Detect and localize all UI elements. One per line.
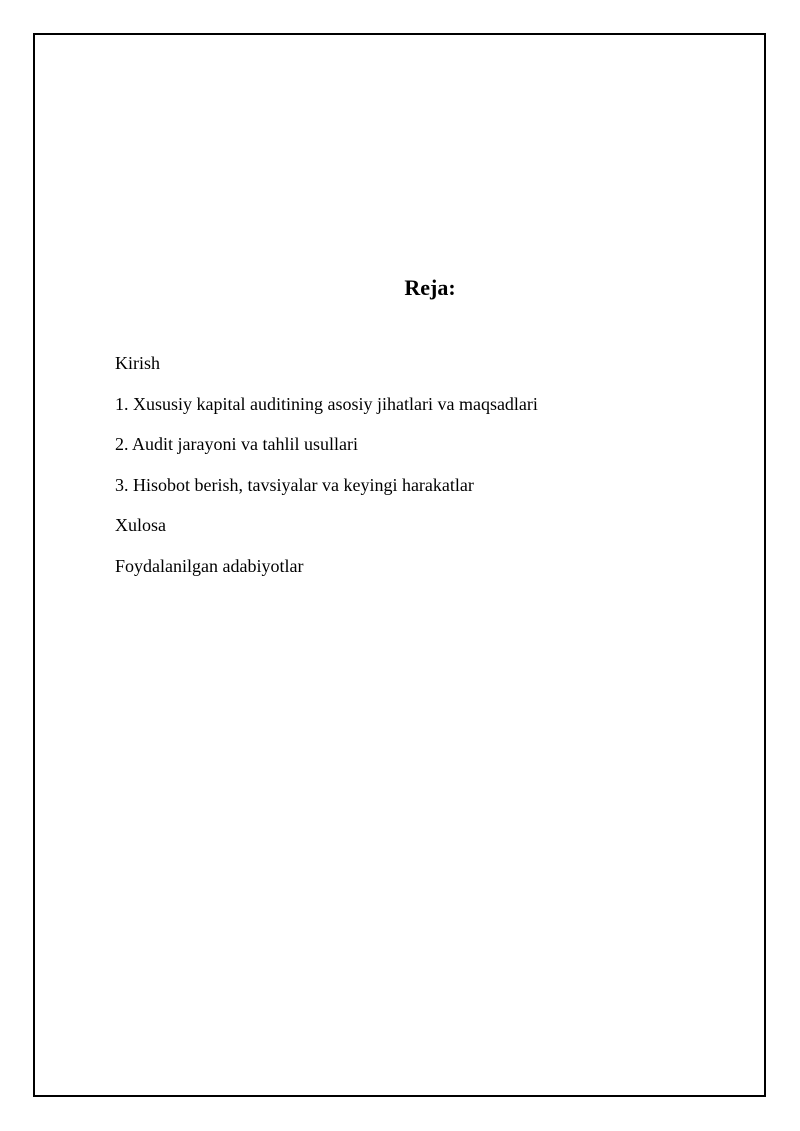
plan-item-chapter-3: 3. Hisobot berish, tavsiyalar va keyingi harakatlar	[115, 474, 474, 495]
plan-item-references: Foydalanilgan adabiyotlar	[115, 555, 304, 576]
plan-list	[115, 351, 538, 594]
plan-item-conclusion: Xulosa	[115, 515, 166, 535]
plan-item-chapter-1: 1. Xususiy kapital auditining asosiy jihatlari va maqsadlari	[115, 393, 538, 414]
plan-item-introduction: Kirish	[115, 353, 160, 373]
plan-title: Reja:	[404, 275, 456, 300]
plan-item-chapter-2: 2. Audit jarayoni va tahlil usullari	[115, 434, 358, 454]
